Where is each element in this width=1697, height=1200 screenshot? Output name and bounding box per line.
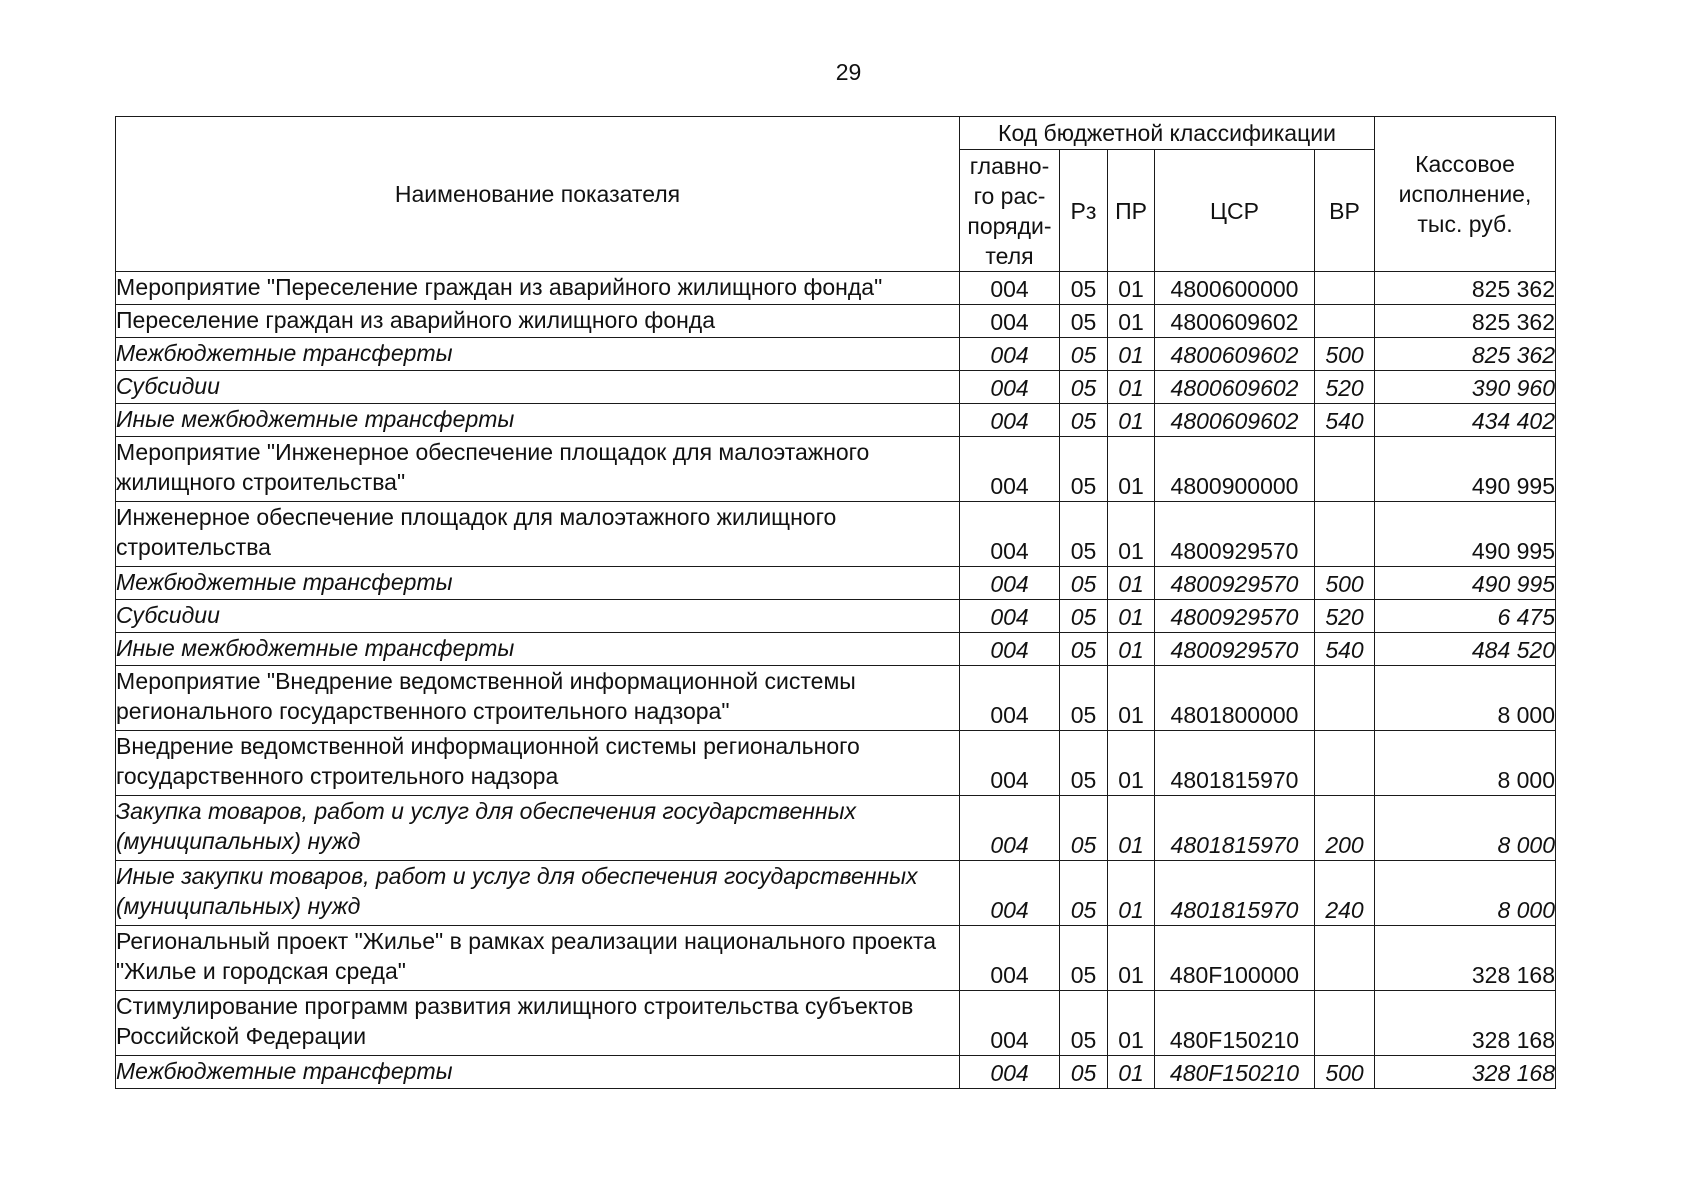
table-row [116, 600, 1556, 633]
row-rz-code: 05 [1060, 796, 1108, 861]
row-csr-code: 4800900000 [1155, 437, 1315, 502]
row-vr-code: 540 [1315, 404, 1375, 437]
row-csr-code: 4800929570 [1155, 633, 1315, 666]
row-main-administrator-code: 004 [960, 272, 1060, 305]
row-pr-code: 01 [1108, 338, 1155, 371]
row-name: Региональный проект "Жилье" в рамках реализации национального проекта "Жилье и городская среда" [116, 926, 960, 991]
row-amount: 490 995 [1375, 502, 1556, 567]
row-name: Иные межбюджетные трансферты [116, 404, 960, 437]
row-name: Субсидии [116, 600, 960, 633]
budget-execution-table [115, 116, 1556, 1089]
row-rz-code: 05 [1060, 272, 1108, 305]
row-vr-code: 520 [1315, 371, 1375, 404]
row-vr-code [1315, 666, 1375, 731]
row-name: Закупка товаров, работ и услуг для обеспечения государственных (муниципальных) нужд [116, 796, 960, 861]
row-name: Инженерное обеспечение площадок для малоэтажного жилищного строительства [116, 502, 960, 567]
row-pr-code: 01 [1108, 731, 1155, 796]
row-vr-code [1315, 502, 1375, 567]
table-row [116, 371, 1556, 404]
table-row [116, 305, 1556, 338]
header-main-administrator: главно-го рас-поряди-теля [960, 150, 1060, 272]
row-main-administrator-code: 004 [960, 666, 1060, 731]
row-pr-code: 01 [1108, 404, 1155, 437]
row-amount: 390 960 [1375, 371, 1556, 404]
table-row [116, 731, 1556, 796]
row-name: Мероприятие "Инженерное обеспечение площадок для малоэтажного жилищного строительства" [116, 437, 960, 502]
table-row [116, 437, 1556, 502]
row-pr-code: 01 [1108, 567, 1155, 600]
row-pr-code: 01 [1108, 1056, 1155, 1089]
row-rz-code: 05 [1060, 437, 1108, 502]
row-amount: 328 168 [1375, 991, 1556, 1056]
row-pr-code: 01 [1108, 272, 1155, 305]
row-main-administrator-code: 004 [960, 502, 1060, 567]
row-amount: 8 000 [1375, 796, 1556, 861]
row-main-administrator-code: 004 [960, 633, 1060, 666]
row-vr-code [1315, 305, 1375, 338]
row-name: Иные закупки товаров, работ и услуг для обеспечения государственных (муниципальных) нужд [116, 861, 960, 926]
row-rz-code: 05 [1060, 338, 1108, 371]
row-amount: 328 168 [1375, 1056, 1556, 1089]
row-vr-code [1315, 437, 1375, 502]
row-vr-code: 200 [1315, 796, 1375, 861]
row-name: Мероприятие "Переселение граждан из аварийного жилищного фонда" [116, 272, 960, 305]
row-vr-code: 240 [1315, 861, 1375, 926]
table-row [116, 633, 1556, 666]
table-row [116, 272, 1556, 305]
row-rz-code: 05 [1060, 1056, 1108, 1089]
row-name: Внедрение ведомственной информационной системы регионального государственного строительного надзора [116, 731, 960, 796]
row-vr-code: 500 [1315, 338, 1375, 371]
row-csr-code: 4800929570 [1155, 567, 1315, 600]
row-name: Субсидии [116, 371, 960, 404]
header-rz: Рз [1060, 150, 1108, 272]
row-vr-code [1315, 272, 1375, 305]
row-pr-code: 01 [1108, 861, 1155, 926]
row-main-administrator-code: 004 [960, 567, 1060, 600]
row-amount: 6 475 [1375, 600, 1556, 633]
row-rz-code: 05 [1060, 567, 1108, 600]
row-main-administrator-code: 004 [960, 926, 1060, 991]
row-rz-code: 05 [1060, 926, 1108, 991]
table-row [116, 404, 1556, 437]
header-cash-execution: Кассовое исполнение, тыс. руб. [1375, 117, 1556, 272]
page-number: 29 [835, 59, 862, 85]
row-pr-code: 01 [1108, 926, 1155, 991]
row-main-administrator-code: 004 [960, 404, 1060, 437]
row-csr-code: 4800929570 [1155, 600, 1315, 633]
row-name: Межбюджетные трансферты [116, 338, 960, 371]
row-pr-code: 01 [1108, 600, 1155, 633]
row-rz-code: 05 [1060, 600, 1108, 633]
table-row [116, 991, 1556, 1056]
row-csr-code: 4800609602 [1155, 404, 1315, 437]
row-rz-code: 05 [1060, 305, 1108, 338]
row-rz-code: 05 [1060, 404, 1108, 437]
table-row [116, 796, 1556, 861]
table-header [116, 117, 1556, 272]
table-row [116, 502, 1556, 567]
row-rz-code: 05 [1060, 731, 1108, 796]
row-vr-code [1315, 926, 1375, 991]
row-amount: 328 168 [1375, 926, 1556, 991]
row-csr-code: 4800609602 [1155, 371, 1315, 404]
row-name: Мероприятие "Внедрение ведомственной информационной системы регионального государственного строительного надзора" [116, 666, 960, 731]
row-rz-code: 05 [1060, 633, 1108, 666]
table-row [116, 861, 1556, 926]
row-name: Межбюджетные трансферты [116, 567, 960, 600]
row-vr-code [1315, 991, 1375, 1056]
row-main-administrator-code: 004 [960, 861, 1060, 926]
row-amount: 825 362 [1375, 338, 1556, 371]
row-pr-code: 01 [1108, 502, 1155, 567]
row-pr-code: 01 [1108, 666, 1155, 731]
row-pr-code: 01 [1108, 796, 1155, 861]
row-csr-code: 4800609602 [1155, 338, 1315, 371]
row-main-administrator-code: 004 [960, 600, 1060, 633]
row-amount: 484 520 [1375, 633, 1556, 666]
row-csr-code: 4801815970 [1155, 731, 1315, 796]
row-main-administrator-code: 004 [960, 338, 1060, 371]
row-name: Стимулирование программ развития жилищного строительства субъектов Российской Федерации [116, 991, 960, 1056]
row-name: Переселение граждан из аварийного жилищного фонда [116, 305, 960, 338]
row-main-administrator-code: 004 [960, 437, 1060, 502]
header-csr: ЦСР [1155, 150, 1315, 272]
row-amount: 8 000 [1375, 731, 1556, 796]
row-pr-code: 01 [1108, 991, 1155, 1056]
row-csr-code: 4800600000 [1155, 272, 1315, 305]
row-pr-code: 01 [1108, 437, 1155, 502]
row-main-administrator-code: 004 [960, 371, 1060, 404]
table-row [116, 1056, 1556, 1089]
row-csr-code: 480F150210 [1155, 1056, 1315, 1089]
table-row [116, 338, 1556, 371]
row-rz-code: 05 [1060, 371, 1108, 404]
row-rz-code: 05 [1060, 991, 1108, 1056]
header-vr: ВР [1315, 150, 1375, 272]
row-main-administrator-code: 004 [960, 305, 1060, 338]
table-row [116, 926, 1556, 991]
row-rz-code: 05 [1060, 502, 1108, 567]
row-amount: 825 362 [1375, 272, 1556, 305]
row-csr-code: 4801800000 [1155, 666, 1315, 731]
row-csr-code: 480F150210 [1155, 991, 1315, 1056]
row-rz-code: 05 [1060, 666, 1108, 731]
row-csr-code: 4800609602 [1155, 305, 1315, 338]
row-pr-code: 01 [1108, 305, 1155, 338]
row-vr-code: 540 [1315, 633, 1375, 666]
table-row [116, 666, 1556, 731]
row-name: Межбюджетные трансферты [116, 1056, 960, 1089]
row-csr-code: 4800929570 [1155, 502, 1315, 567]
table-row [116, 567, 1556, 600]
row-csr-code: 4801815970 [1155, 861, 1315, 926]
header-pr: ПР [1108, 150, 1155, 272]
row-amount: 8 000 [1375, 861, 1556, 926]
row-main-administrator-code: 004 [960, 796, 1060, 861]
header-budget-classification-code: Код бюджетной классификации [960, 117, 1375, 150]
row-vr-code [1315, 731, 1375, 796]
row-vr-code: 520 [1315, 600, 1375, 633]
table-body [116, 272, 1556, 1089]
row-amount: 8 000 [1375, 666, 1556, 731]
row-name: Иные межбюджетные трансферты [116, 633, 960, 666]
row-amount: 490 995 [1375, 567, 1556, 600]
row-rz-code: 05 [1060, 861, 1108, 926]
row-main-administrator-code: 004 [960, 1056, 1060, 1089]
header-name: Наименование показателя [116, 117, 960, 272]
row-main-administrator-code: 004 [960, 731, 1060, 796]
row-pr-code: 01 [1108, 371, 1155, 404]
row-pr-code: 01 [1108, 633, 1155, 666]
row-amount: 434 402 [1375, 404, 1556, 437]
row-vr-code: 500 [1315, 567, 1375, 600]
row-csr-code: 4801815970 [1155, 796, 1315, 861]
row-csr-code: 480F100000 [1155, 926, 1315, 991]
row-main-administrator-code: 004 [960, 991, 1060, 1056]
row-amount: 825 362 [1375, 305, 1556, 338]
row-amount: 490 995 [1375, 437, 1556, 502]
row-vr-code: 500 [1315, 1056, 1375, 1089]
